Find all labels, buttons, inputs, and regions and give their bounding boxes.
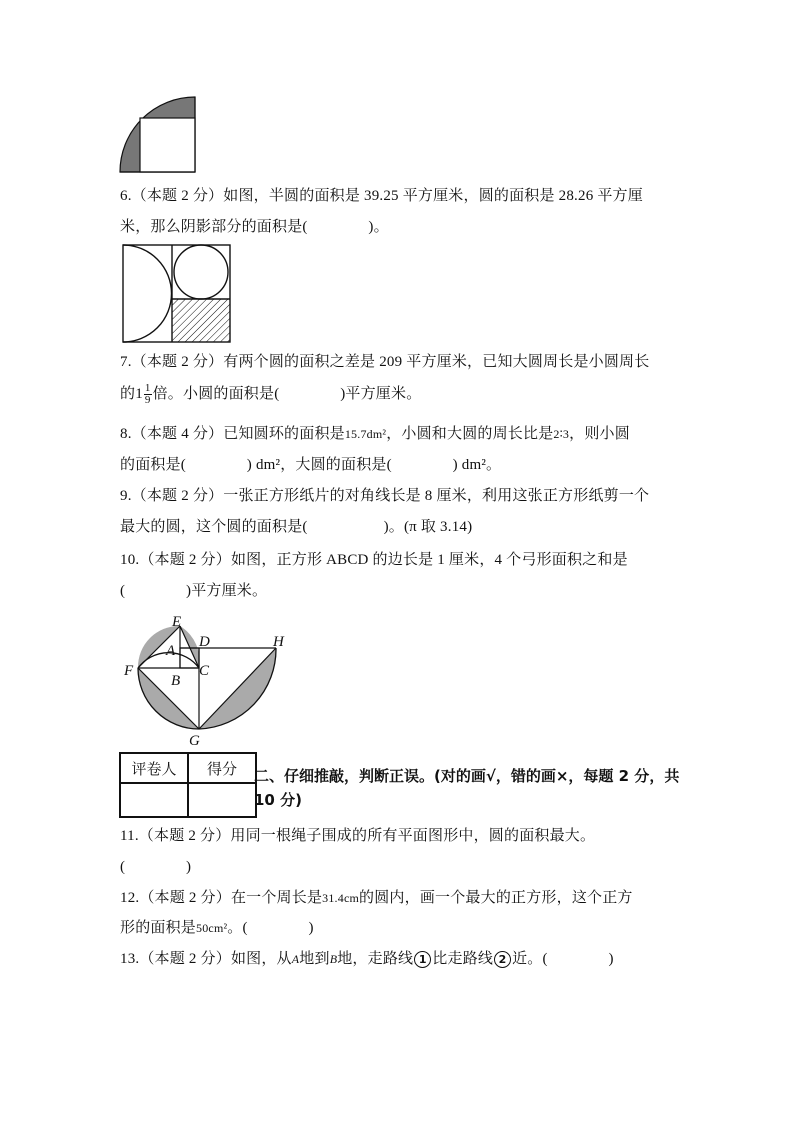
q7-fraction-den: 9 <box>144 394 151 406</box>
q13-line <box>120 949 614 969</box>
q8-line1 <box>120 424 630 444</box>
q6-line1: 6.（本题 2 分）如图，半圆的面积是 39.25 平方厘米，圆的面积是 28.26 平方厘 <box>120 188 643 204</box>
q8-ratio: 2∶3 <box>553 427 570 441</box>
q13-part5: 近。( ) <box>512 951 614 967</box>
q7-suffix: 倍。小圆的面积是( )平方厘米。 <box>152 385 422 402</box>
score-cell[interactable] <box>188 783 256 817</box>
q8-text-c: ，则小圆 <box>569 426 630 442</box>
q9-line2: 最大的圆，这个圆的面积是( )。(π 取 3.14) <box>120 519 473 535</box>
q8-text-a: 8.（本题 4 分）已知圆环的面积是 <box>120 426 345 442</box>
semicircle-circle-figure <box>121 243 233 345</box>
q8-area: 15.7dm² <box>344 427 387 441</box>
q7-line2 <box>120 383 421 406</box>
q7-fraction-num: 1 <box>144 382 151 394</box>
q13-point-a: A <box>291 952 300 966</box>
reviewer-cell[interactable] <box>120 783 188 817</box>
label-e: E <box>172 614 182 630</box>
label-a: A <box>166 643 176 659</box>
q12-line2 <box>120 918 314 938</box>
q10-line2: ( )平方厘米。 <box>120 583 268 599</box>
q12-text-c: 形的面积是 <box>120 920 197 936</box>
q13-point-b: B <box>329 952 338 966</box>
q6-line2: 米，那么阴影部分的面积是( )。 <box>120 219 389 235</box>
q7-line1: 7.（本题 2 分）有两个圆的面积之差是 209 平方厘米，已知大圆周长是小圆周长 <box>120 354 650 370</box>
route-2-badge: 2 <box>494 951 511 968</box>
q11-line1: 11.（本题 2 分）用同一根绳子围成的所有平面图形中，圆的面积最大。 <box>120 828 596 844</box>
q10-line1: 10.（本题 2 分）如图，正方形 ABCD 的边长是 1 厘米，4 个弓形面积之和是 <box>120 552 628 568</box>
q7-prefix: 的 <box>120 385 136 402</box>
q13-part4: 比走路线 <box>432 951 494 967</box>
route-1-badge: 1 <box>414 951 431 968</box>
q12-text-d: 。( ) <box>227 920 314 936</box>
label-h: H <box>273 634 285 650</box>
label-f: F <box>124 663 134 679</box>
q7-mixed-whole: 1 <box>135 385 143 402</box>
q12-text-b: 的圆内，画一个最大的正方形，这个正方 <box>359 890 633 906</box>
label-c: C <box>199 663 210 679</box>
q11-line2: ( ) <box>120 859 192 875</box>
section-2-title: 二、仔细推敲，判断正误。(对的画√，错的画×，每题 2 分，共 10 分) <box>254 767 680 809</box>
q12-text-a: 12.（本题 2 分）在一个周长是 <box>120 890 323 906</box>
q8-line2: 的面积是( ) dm²，大圆的面积是( ) dm²。 <box>120 457 502 473</box>
q9-line1: 9.（本题 2 分）一张正方形纸片的对角线长是 8 厘米，利用这张正方形纸剪一个 <box>120 488 650 504</box>
label-b: B <box>171 673 181 689</box>
quarter-circle-figure <box>118 95 198 175</box>
score-table <box>119 752 257 818</box>
q13-part2: 地到 <box>299 951 330 967</box>
q7-fraction <box>144 383 152 406</box>
reviewer-header: 评卷人 <box>120 753 188 783</box>
score-header: 得分 <box>188 753 256 783</box>
q13-part1: 13.（本题 2 分）如图，从 <box>120 951 292 967</box>
label-g: G <box>189 733 201 749</box>
q13-part3: 地，走路线 <box>337 951 414 967</box>
q12-line1 <box>120 888 633 908</box>
q12-perimeter: 31.4cm <box>322 891 360 905</box>
q8-text-b: ，小圆和大圆的周长比是 <box>386 426 554 442</box>
q12-area: 50cm² <box>196 921 228 935</box>
label-d: D <box>199 634 211 650</box>
